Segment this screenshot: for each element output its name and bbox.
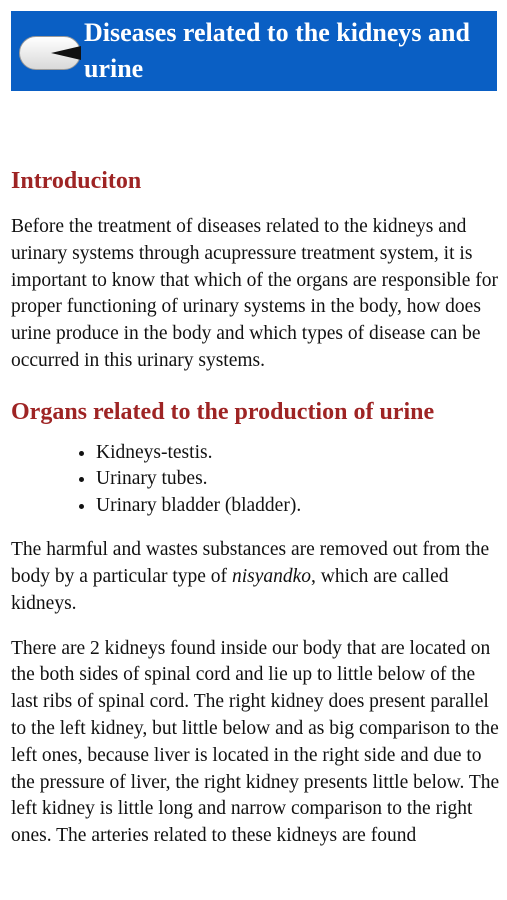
page-title: Diseases related to the kidneys and urine (84, 18, 470, 83)
kidneys-location-paragraph: There are 2 kidneys found inside our body that are located on the both sides of spinal cord and lie up to little below of the last ribs of spinal cord. The right kidney does present parallel to the left kidney, but little below and as big comparison to the left ones, because liver is located in the right side and due to the pressure of liver, the right kidney presents little below. The left kidney is little long and narrow comparison to the right ones. The arteries related to these kidneys are found (11, 637, 500, 847)
list-item: • Urinary bladder (bladder). (96, 493, 500, 520)
back-arrow-icon (51, 46, 81, 60)
article-content (11, 160, 500, 850)
intro-paragraph: Before the treatment of diseases related to the kidneys and urinary systems through acupressure treatment system, it is important to know that which of the organs are responsible for proper functioning of urinary systems in the body, how does urine produce in the body and which types of disease can be occurred in this urinary systems. (11, 216, 499, 371)
organs-heading: Organs related to the production of urine (11, 398, 435, 425)
organs-list (11, 440, 500, 520)
kidneys-text-start: The harmful and wastes substances are removed out from the body by a particular type of (11, 539, 490, 588)
back-button[interactable] (19, 36, 81, 70)
title-bar (11, 11, 497, 91)
list-item: • Kidneys-testis. (96, 440, 500, 467)
intro-heading: Introduciton (11, 168, 142, 194)
list-item: • Urinary tubes. (96, 466, 500, 493)
kidneys-term: nisyandko (231, 566, 312, 588)
kidneys-paragraph (11, 537, 500, 617)
kidneys-text-end: , which are called kidneys. (11, 566, 449, 614)
